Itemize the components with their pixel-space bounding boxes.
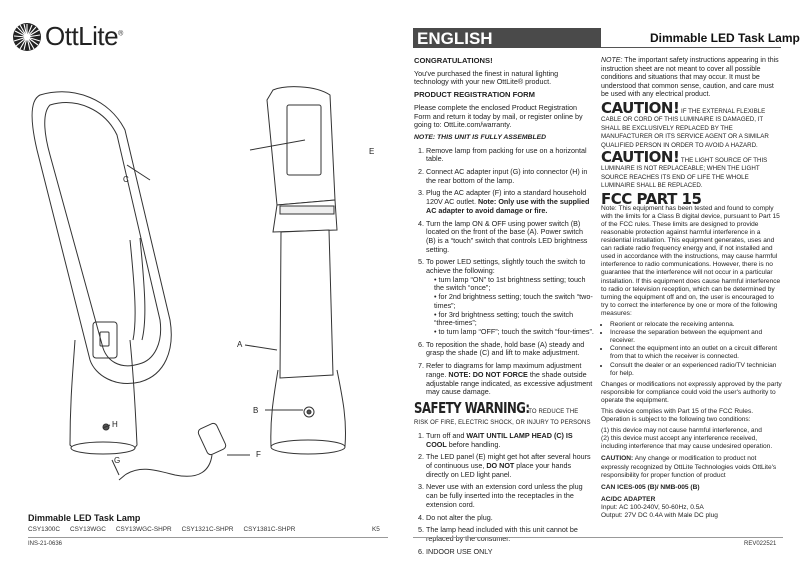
instructions-column — [414, 57, 594, 560]
model-code: K5 — [372, 526, 380, 533]
revision-code: REV022521 — [744, 541, 777, 547]
label-f: F — [256, 450, 261, 459]
label-e: E — [369, 147, 375, 156]
brightness-item: • to turn lamp “OFF”; touch the switch “four-times”. — [434, 328, 594, 337]
model-list — [28, 526, 295, 533]
brand-logo — [12, 20, 162, 54]
label-h: H — [112, 420, 118, 429]
safety-item: 4. Do not alter the plug. — [426, 514, 594, 523]
condition-2: (2) this device must accept any interference received, including interference that may cause undesired operation. — [601, 435, 773, 451]
setup-steps — [414, 147, 594, 397]
safety-warning-heading: SAFETY WARNING:TO REDUCE THE RISK OF FIRE, ELECTRIC SHOCK, OR INJURY TO PERSONS — [414, 398, 591, 426]
model-item: CSY13WGC — [69, 526, 106, 533]
brightness-item: • for 2nd brightness setting; touch the switch “two-times”; — [434, 293, 594, 310]
safety-item: 5. The lamp head included with this unit cannot be replaced by the consumer. — [426, 526, 594, 543]
caution-modification: CAUTION: Any change or modification to product not expressly recognized by OttLite Technologies voids OttLite's responsibility for proper function of product — [601, 455, 777, 479]
adapter-figure — [119, 422, 227, 480]
step-item: 1. Remove lamp from packing for use on a horizontal table. — [426, 147, 594, 164]
condition-1: (1) this device may not cause harmful interference, and — [601, 427, 762, 435]
brand-name: OttLite® — [45, 21, 123, 51]
measure-item: • Consult the dealer or an experienced radio/TV technician for help. — [610, 362, 783, 378]
step-item: 4. Turn the lamp ON & OFF using power switch (B) located on the front of the base (A). Power switch (B) is a “touch” switch that controls LED brightness setting. — [426, 220, 594, 255]
caution-light-source: CAUTION! THE LIGHT SOURCE OF THIS LUMINAIRE IS NOT REPLACEABLE; WHEN THE LIGHT SOURCE REACHES ITS END OF LIFE THE WHOLE LUMINAIRE SHALL BE REPLACED. — [601, 148, 768, 190]
footer-rule-right — [413, 537, 783, 538]
changes-text: Changes or modifications not expressly approved by the party responsible for compliance could void the user's authority to operate the equipment. — [601, 380, 782, 404]
measure-item: • Connect the equipment into an outlet on a circuit different from that to which the receiver is connected. — [610, 345, 783, 361]
model-item: CSY1321C-SHPR — [181, 526, 234, 533]
lamp-diagram — [15, 70, 375, 510]
step-item: 3. Plug the AC adapter (F) into a standard household 120V AC outlet. Note: Only use with the supplied AC adapter to avoid damage or fire. — [426, 189, 594, 215]
fcc-title: FCC PART 15 — [601, 189, 702, 208]
ins-number: INS-21-0636 — [28, 541, 63, 547]
label-g: G — [114, 456, 121, 465]
fcc-measures — [601, 321, 783, 378]
header-rule — [601, 47, 781, 48]
step-item: 5. To power LED settings, slightly touch the switch to achieve the following: • turn lamp “ON” to 1st brightness setting; touch the switch “once”; • for 2nd brightness setting; touch the switch “two-times”; • for 3rd brightness setting; touch the switch “three-times”; • to turn lamp “OFF”; touch the switch “four-times”. — [426, 258, 594, 336]
step-item: 2. Connect AC adapter input (G) into connector (H) in the rear bottom of the lamp. — [426, 168, 594, 185]
congrats-text: You've purchased the finest in natural lighting technology with your new OttLite® product. — [414, 68, 559, 87]
footer-rule-left — [28, 537, 388, 538]
label-c: C — [123, 175, 129, 184]
left-footer-title: Dimmable LED Task Lamp — [28, 513, 141, 523]
step-item: 7. Refer to diagrams for lamp maximum adjustment range. NOTE: DO NOT FORCE the shade outside adjustable range indicated, as excessive adjustment may cause damage. — [426, 362, 594, 397]
sunburst-logo-icon — [12, 22, 42, 52]
brightness-item: • for 3rd brightness setting; touch the switch “three-times”; — [434, 311, 594, 328]
adapter-heading: AC/DC ADAPTER — [601, 495, 656, 503]
language-banner — [413, 28, 601, 48]
left-lamp-figure — [32, 92, 171, 454]
language-title: ENGLISH — [417, 29, 493, 48]
model-item: CSY1300C — [28, 526, 60, 533]
model-item: CSY1381C-SHPR — [243, 526, 296, 533]
registration-text: Please complete the enclosed Product Registration Form and return it today by mail, or register online by going to: OttLite.com/warranty. — [414, 102, 583, 130]
measure-item: • Increase the separation between the equipment and receiver. — [610, 329, 783, 345]
general-note: NOTE: The important safety instructions appearing in this instruction sheet are not meant to cover all possible conditions and situations that may occur. It must be understood that common sense, caution, and care must be used with any electrical product. — [601, 57, 779, 99]
can-ices: CAN ICES-005 (B)/ NMB-005 (B) — [601, 483, 700, 491]
step-item: 6. To reposition the shade, hold base (A) steady and grasp the shade (C) and lift to make adjustment. — [426, 341, 594, 358]
brightness-item: • turn lamp “ON” to 1st brightness setting; touch the switch “once”; — [434, 276, 594, 293]
label-a: A — [237, 340, 243, 349]
safety-item: 6. INDOOR USE ONLY — [426, 548, 594, 557]
safety-item: 1. Turn off and WAIT UNTIL LAMP HEAD (C) IS COOL before handling. — [426, 432, 594, 449]
right-lamp-figure — [267, 87, 346, 454]
congrats-heading: CONGRATULATIONS! — [414, 56, 493, 65]
adapter-input: Input: AC 100-240V, 50-60Hz, 0.5A — [601, 503, 704, 511]
product-title: Dimmable LED Task Lamp — [650, 31, 800, 45]
model-item: CSY13WGC-SHPR — [115, 526, 172, 533]
brightness-list — [426, 276, 594, 337]
comply-text: This device complies with Part 15 of the FCC Rules. Operation is subject to the following two conditions: — [601, 407, 754, 424]
registration-heading: PRODUCT REGISTRATION FORM — [414, 90, 535, 100]
adapter-output: Output: 27V DC 0.4A with Male DC plug — [601, 512, 718, 519]
caution-cord: CAUTION! IF THE EXTERNAL FLEXIBLE CABLE OR CORD OF THIS LUMINAIRE IS DAMAGED, IT SHALL BE EXCLUSIVELY REPLACED BY THE MANUFACTURER OR ITS SERVICE AGENT OR A SIMILAR QUALIFIED PERSON IN ORDER TO AVOID A HAZARD. — [601, 98, 769, 149]
fcc-text: Note: This equipment has been tested and found to comply with the limits for a Class B digital device, pursuant to Part 15 of the FCC rules. These limits are designed to provide reasonable protection against harmful interference in a residential installation. This equipment generates, uses and can radiate radio frequency energy and, if not installed and used in accordance with the instructions, may cause harmful interference to radio communications. However, there is no guarantee that the interference will not occur in a particular installation. If this equipment does cause harmful interference to radio or television reception, which can be determined by turning the equipment off and on, the user is encouraged to try to correct the interference by one or more of the following measures: — [601, 204, 781, 317]
safety-item: 3. Never use with an extension cord unless the plug can be fully inserted into the receptacles in the extension cord. — [426, 483, 594, 509]
regulatory-column — [601, 57, 783, 520]
safety-item: 2. The LED panel (E) might get hot after several hours of continuous use, DO NOT place your hands directly on LED light panel. — [426, 453, 594, 479]
label-b: B — [253, 406, 259, 415]
assembled-note: NOTE: THIS UNIT IS FULLY ASSEMBLED — [414, 133, 547, 141]
measure-item: • Reorient or relocate the receiving antenna. — [610, 321, 783, 329]
